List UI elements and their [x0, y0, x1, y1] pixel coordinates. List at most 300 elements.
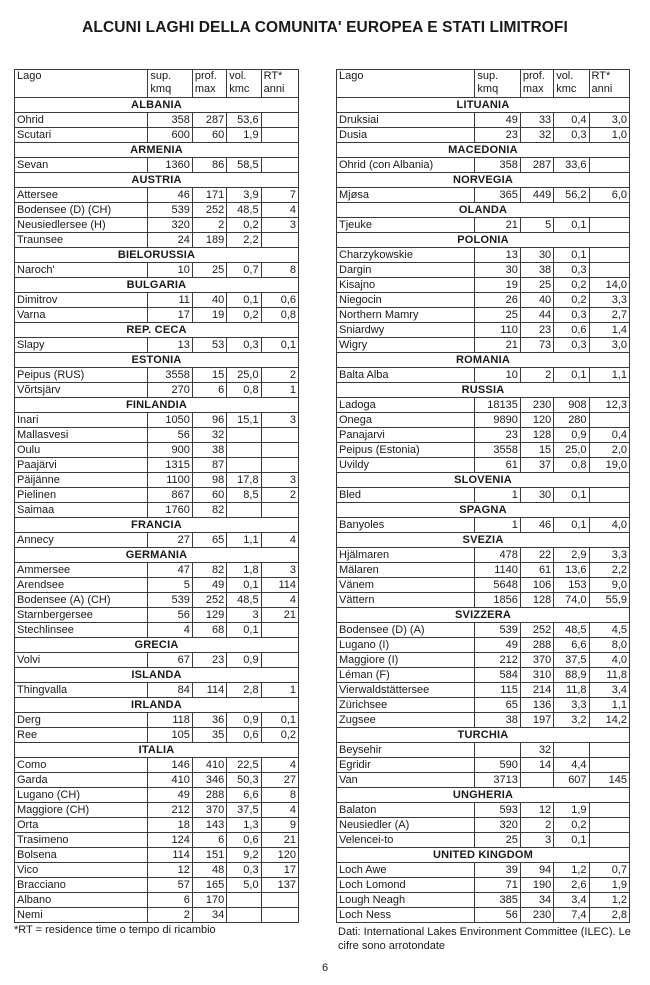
value-cell: 593: [475, 803, 520, 818]
value-cell: 0,2: [261, 728, 298, 743]
value-cell: 22: [520, 548, 553, 563]
value-cell: 153: [554, 578, 589, 593]
table-row: [337, 803, 630, 818]
value-cell: 151: [192, 848, 226, 863]
value-cell: 48,5: [227, 203, 261, 218]
value-cell: 4: [261, 203, 298, 218]
value-cell: 0,6: [554, 323, 589, 338]
table-row: [15, 728, 299, 743]
value-cell: 129: [192, 608, 226, 623]
value-cell: 1: [475, 488, 520, 503]
value-cell: 2: [261, 368, 298, 383]
value-cell: 17: [261, 863, 298, 878]
country-row: [337, 233, 630, 248]
value-cell: 288: [192, 788, 226, 803]
value-cell: 214: [520, 683, 553, 698]
value-cell: 0,1: [227, 578, 261, 593]
value-cell: [589, 803, 629, 818]
table-row: [337, 623, 630, 638]
value-cell: 106: [520, 578, 553, 593]
value-cell: 0,6: [227, 728, 261, 743]
country-name: RUSSIA: [337, 383, 630, 398]
lake-name-cell: Zugsee: [337, 713, 475, 728]
value-cell: 23: [475, 128, 520, 143]
table-row: [15, 113, 299, 128]
table-row: [15, 128, 299, 143]
country-row: [15, 398, 299, 413]
value-cell: 3558: [475, 443, 520, 458]
lake-name-cell: Arendsee: [15, 578, 148, 593]
column-header: RT* anni: [589, 70, 629, 98]
country-name: BIELORUSSIA: [15, 248, 299, 263]
value-cell: 4: [261, 758, 298, 773]
table-row: [337, 863, 630, 878]
table-row: [337, 128, 630, 143]
value-cell: 48: [192, 863, 226, 878]
value-cell: 11: [148, 293, 192, 308]
table-row: [15, 878, 299, 893]
value-cell: 8: [261, 788, 298, 803]
value-cell: [227, 908, 261, 923]
country-row: [337, 98, 630, 113]
value-cell: 32: [520, 128, 553, 143]
value-cell: 287: [520, 158, 553, 173]
country-row: [337, 503, 630, 518]
country-row: [15, 248, 299, 263]
value-cell: 3558: [148, 368, 192, 383]
value-cell: 5,0: [227, 878, 261, 893]
lake-name-cell: Loch Ness: [337, 908, 475, 923]
lakes-table-right: [336, 69, 630, 923]
value-cell: 25: [192, 263, 226, 278]
lake-name-cell: Bodensee (D) (CH): [15, 203, 148, 218]
lake-name-cell: Lugano (CH): [15, 788, 148, 803]
value-cell: 74,0: [554, 593, 589, 608]
value-cell: 900: [148, 443, 192, 458]
table-row: [15, 758, 299, 773]
lake-name-cell: Varna: [15, 308, 148, 323]
value-cell: 165: [192, 878, 226, 893]
country-name: SPAGNA: [337, 503, 630, 518]
value-cell: 17: [148, 308, 192, 323]
value-cell: [261, 458, 298, 473]
lake-name-cell: Mälaren: [337, 563, 475, 578]
value-cell: 230: [520, 398, 553, 413]
value-cell: 82: [192, 563, 226, 578]
table-row: [15, 233, 299, 248]
value-cell: 0,6: [227, 833, 261, 848]
table-row: [15, 773, 299, 788]
lake-name-cell: Vänem: [337, 578, 475, 593]
value-cell: 1,1: [227, 533, 261, 548]
value-cell: 98: [192, 473, 226, 488]
table-row: [15, 218, 299, 233]
value-cell: [589, 413, 629, 428]
country-row: [337, 608, 630, 623]
value-cell: 9,0: [589, 578, 629, 593]
value-cell: 34: [192, 908, 226, 923]
lake-name-cell: Northern Mamry: [337, 308, 475, 323]
value-cell: 3,9: [227, 188, 261, 203]
lake-name-cell: Como: [15, 758, 148, 773]
value-cell: 34: [520, 893, 553, 908]
country-name: TURCHIA: [337, 728, 630, 743]
lake-name-cell: Léman (F): [337, 668, 475, 683]
column-header: sup. kmq: [475, 70, 520, 98]
value-cell: 1,1: [589, 698, 629, 713]
value-cell: 25,0: [554, 443, 589, 458]
value-cell: [589, 833, 629, 848]
value-cell: 1140: [475, 563, 520, 578]
column-header: vol. kmc: [227, 70, 261, 98]
lake-name-cell: Annecy: [15, 533, 148, 548]
value-cell: 145: [589, 773, 629, 788]
value-cell: 9,2: [227, 848, 261, 863]
value-cell: 2,2: [227, 233, 261, 248]
value-cell: 310: [520, 668, 553, 683]
table-row: [337, 758, 630, 773]
value-cell: 5: [148, 578, 192, 593]
value-cell: [475, 743, 520, 758]
value-cell: 6,6: [227, 788, 261, 803]
value-cell: 1100: [148, 473, 192, 488]
lake-name-cell: Maggiore (I): [337, 653, 475, 668]
value-cell: 252: [192, 593, 226, 608]
value-cell: 6,0: [589, 188, 629, 203]
country-name: REP. CECA: [15, 323, 299, 338]
value-cell: 48,5: [227, 593, 261, 608]
table-row: [15, 563, 299, 578]
country-name: SLOVENIA: [337, 473, 630, 488]
value-cell: 2: [520, 368, 553, 383]
value-cell: 19: [475, 278, 520, 293]
value-cell: 0,1: [554, 518, 589, 533]
value-cell: [589, 158, 629, 173]
country-row: [15, 698, 299, 713]
value-cell: 124: [148, 833, 192, 848]
table-row: [337, 908, 630, 923]
value-cell: 56,2: [554, 188, 589, 203]
table-row: [337, 113, 630, 128]
value-cell: 60: [192, 128, 226, 143]
value-cell: 15: [520, 443, 553, 458]
country-row: [15, 143, 299, 158]
value-cell: [589, 218, 629, 233]
value-cell: 47: [148, 563, 192, 578]
value-cell: 37: [520, 458, 553, 473]
value-cell: 25: [520, 278, 553, 293]
country-row: [15, 743, 299, 758]
value-cell: 1,8: [227, 563, 261, 578]
value-cell: 21: [261, 608, 298, 623]
country-name: ARMENIA: [15, 143, 299, 158]
value-cell: 1,0: [589, 128, 629, 143]
lake-name-cell: Mjøsa: [337, 188, 475, 203]
value-cell: 0,1: [554, 488, 589, 503]
value-cell: 0,4: [554, 113, 589, 128]
value-cell: [227, 443, 261, 458]
table-row: [15, 803, 299, 818]
lake-name-cell: Saimaa: [15, 503, 148, 518]
country-name: SVEZIA: [337, 533, 630, 548]
value-cell: 449: [520, 188, 553, 203]
value-cell: 15,1: [227, 413, 261, 428]
value-cell: 4,0: [589, 653, 629, 668]
value-cell: 3: [261, 413, 298, 428]
value-cell: [261, 233, 298, 248]
lake-name-cell: Volvi: [15, 653, 148, 668]
column-header: RT* anni: [261, 70, 298, 98]
table-row: [15, 713, 299, 728]
country-row: [337, 353, 630, 368]
value-cell: 212: [148, 803, 192, 818]
country-name: POLONIA: [337, 233, 630, 248]
value-cell: 190: [520, 878, 553, 893]
lake-name-cell: Banyoles: [337, 518, 475, 533]
value-cell: 32: [520, 743, 553, 758]
value-cell: 86: [192, 158, 226, 173]
country-row: [15, 518, 299, 533]
lake-name-cell: Charzykowskie: [337, 248, 475, 263]
value-cell: 0,9: [227, 713, 261, 728]
value-cell: 14,2: [589, 713, 629, 728]
lake-name-cell: Uvildy: [337, 458, 475, 473]
value-cell: 53,6: [227, 113, 261, 128]
table-row: [337, 548, 630, 563]
value-cell: 1050: [148, 413, 192, 428]
table-row: [15, 908, 299, 923]
value-cell: [227, 458, 261, 473]
value-cell: 84: [148, 683, 192, 698]
value-cell: [520, 773, 553, 788]
lake-name-cell: Inari: [15, 413, 148, 428]
lake-name-cell: Van: [337, 773, 475, 788]
country-row: [15, 278, 299, 293]
table-row: [337, 188, 630, 203]
value-cell: 3,3: [589, 293, 629, 308]
lake-name-cell: Albano: [15, 893, 148, 908]
country-row: [15, 173, 299, 188]
value-cell: 3,3: [589, 548, 629, 563]
value-cell: 1: [261, 383, 298, 398]
value-cell: 3,2: [554, 713, 589, 728]
value-cell: 197: [520, 713, 553, 728]
country-name: ESTONIA: [15, 353, 299, 368]
value-cell: 2,9: [554, 548, 589, 563]
value-cell: 539: [475, 623, 520, 638]
value-cell: 39: [475, 863, 520, 878]
table-row: [337, 518, 630, 533]
country-name: AUSTRIA: [15, 173, 299, 188]
value-cell: 114: [261, 578, 298, 593]
lake-name-cell: Scutari: [15, 128, 148, 143]
lake-name-cell: Beysehir: [337, 743, 475, 758]
value-cell: 38: [520, 263, 553, 278]
value-cell: [554, 743, 589, 758]
table-row: [337, 278, 630, 293]
value-cell: 14: [520, 758, 553, 773]
value-cell: 82: [192, 503, 226, 518]
table-row: [337, 428, 630, 443]
value-cell: 120: [520, 413, 553, 428]
lake-name-cell: Ammersee: [15, 563, 148, 578]
lake-name-cell: Sniardwy: [337, 323, 475, 338]
source-note: Dati: International Lakes Environment Committee (ILEC). Le cifre sono arrotondate: [338, 926, 631, 952]
value-cell: 9: [261, 818, 298, 833]
lake-name-cell: Peipus (RUS): [15, 368, 148, 383]
country-row: [337, 533, 630, 548]
value-cell: 14,0: [589, 278, 629, 293]
value-cell: 6: [192, 833, 226, 848]
value-cell: 0,8: [554, 458, 589, 473]
value-cell: 3,0: [589, 338, 629, 353]
value-cell: 1,4: [589, 323, 629, 338]
value-cell: 88,9: [554, 668, 589, 683]
table-row: [337, 398, 630, 413]
value-cell: 58,5: [227, 158, 261, 173]
value-cell: 0,3: [554, 338, 589, 353]
value-cell: 11,8: [589, 668, 629, 683]
value-cell: 56: [148, 428, 192, 443]
table-row: [337, 458, 630, 473]
value-cell: 120: [261, 848, 298, 863]
country-name: MACEDONIA: [337, 143, 630, 158]
value-cell: 7: [261, 188, 298, 203]
value-cell: 410: [192, 758, 226, 773]
value-cell: 6: [192, 383, 226, 398]
value-cell: 105: [148, 728, 192, 743]
value-cell: 3: [261, 563, 298, 578]
table-row: [15, 653, 299, 668]
value-cell: 370: [192, 803, 226, 818]
table-row: [15, 683, 299, 698]
value-cell: 0,1: [261, 713, 298, 728]
value-cell: 0,8: [261, 308, 298, 323]
value-cell: 1360: [148, 158, 192, 173]
country-row: [15, 548, 299, 563]
country-name: ISLANDA: [15, 668, 299, 683]
value-cell: 13: [148, 338, 192, 353]
table-row: [15, 308, 299, 323]
column-header: prof. max: [520, 70, 553, 98]
value-cell: 10: [148, 263, 192, 278]
value-cell: 4,4: [554, 758, 589, 773]
value-cell: 68: [192, 623, 226, 638]
table-row: [15, 338, 299, 353]
lake-name-cell: Bracciano: [15, 878, 148, 893]
lakes-table-left: [14, 69, 299, 923]
table-row: [337, 893, 630, 908]
value-cell: 539: [148, 203, 192, 218]
value-cell: 30: [475, 263, 520, 278]
value-cell: 13,6: [554, 563, 589, 578]
lake-name-cell: Bled: [337, 488, 475, 503]
table-row: [337, 563, 630, 578]
value-cell: 3713: [475, 773, 520, 788]
value-cell: 607: [554, 773, 589, 788]
value-cell: 4,5: [589, 623, 629, 638]
value-cell: 3,0: [589, 113, 629, 128]
column-header: Lago: [15, 70, 148, 98]
country-row: [337, 473, 630, 488]
lake-name-cell: Niegocin: [337, 293, 475, 308]
lake-name-cell: Dimitrov: [15, 293, 148, 308]
value-cell: 1315: [148, 458, 192, 473]
lake-name-cell: Neusiedler (A): [337, 818, 475, 833]
table-row: [15, 833, 299, 848]
table-row: [337, 713, 630, 728]
lake-name-cell: Stechlinsee: [15, 623, 148, 638]
value-cell: 15: [192, 368, 226, 383]
value-cell: 33,6: [554, 158, 589, 173]
lake-name-cell: Ladoga: [337, 398, 475, 413]
lake-name-cell: Onega: [337, 413, 475, 428]
value-cell: 53: [192, 338, 226, 353]
country-name: ITALIA: [15, 743, 299, 758]
value-cell: 0,3: [554, 308, 589, 323]
lake-name-cell: Peipus (Estonia): [337, 443, 475, 458]
value-cell: 2: [261, 488, 298, 503]
value-cell: 8,5: [227, 488, 261, 503]
value-cell: 0,9: [554, 428, 589, 443]
page-title: ALCUNI LAGHI DELLA COMUNITA' EUROPEA E STATI LIMITROFI: [82, 19, 568, 36]
value-cell: 21: [475, 218, 520, 233]
value-cell: 0,3: [554, 128, 589, 143]
value-cell: 18: [148, 818, 192, 833]
lake-name-cell: Ree: [15, 728, 148, 743]
country-name: NORVEGIA: [337, 173, 630, 188]
country-name: UNITED KINGDOM: [337, 848, 630, 863]
value-cell: [589, 818, 629, 833]
value-cell: 46: [520, 518, 553, 533]
value-cell: 1: [261, 683, 298, 698]
value-cell: 3: [227, 608, 261, 623]
table-row: [337, 413, 630, 428]
value-cell: 2: [192, 218, 226, 233]
country-name: SVIZZERA: [337, 608, 630, 623]
country-row: [337, 728, 630, 743]
lake-name-cell: Garda: [15, 773, 148, 788]
value-cell: 128: [520, 593, 553, 608]
value-cell: 170: [192, 893, 226, 908]
value-cell: 4,0: [589, 518, 629, 533]
value-cell: 56: [475, 908, 520, 923]
value-cell: 0,7: [227, 263, 261, 278]
value-cell: 48,5: [554, 623, 589, 638]
lake-name-cell: Wigry: [337, 338, 475, 353]
value-cell: 2: [520, 818, 553, 833]
value-cell: 0,2: [227, 218, 261, 233]
value-cell: 3: [261, 473, 298, 488]
value-cell: 23: [192, 653, 226, 668]
value-cell: 0,1: [554, 248, 589, 263]
table-row: [15, 368, 299, 383]
value-cell: 21: [475, 338, 520, 353]
table-row: [15, 458, 299, 473]
value-cell: 71: [475, 878, 520, 893]
value-cell: 2: [148, 908, 192, 923]
value-cell: 38: [475, 713, 520, 728]
value-cell: [261, 428, 298, 443]
value-cell: 26: [475, 293, 520, 308]
table-row: [337, 593, 630, 608]
value-cell: 38: [192, 443, 226, 458]
country-row: [15, 668, 299, 683]
value-cell: 0,1: [227, 293, 261, 308]
value-cell: 30: [520, 248, 553, 263]
value-cell: 6,6: [554, 638, 589, 653]
value-cell: 32: [192, 428, 226, 443]
